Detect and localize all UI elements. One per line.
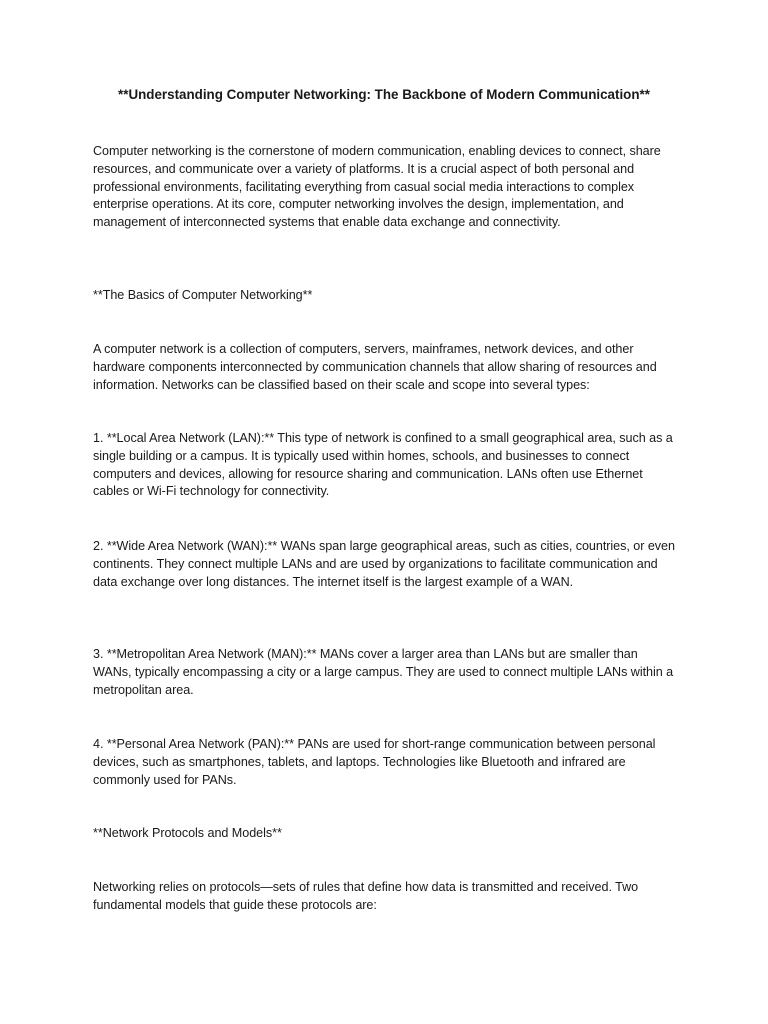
protocols-paragraph: Networking relies on protocols—sets of rules that define how data is transmitted and received. Two fundamental models that guide these protocols are:	[93, 880, 639, 912]
protocols-heading: **Network Protocols and Models**	[93, 826, 282, 840]
list-item-lan: 1. **Local Area Network (LAN):** This type of network is confined to a small geographical area, such as a single building or a campus. It is typically used within homes, schools, and businesses to connect computers and devices, allowing for resource sharing and communication. LANs often use Ethernet cables or Wi-Fi technology for connectivity.	[93, 431, 673, 499]
list-item-pan: 4. **Personal Area Network (PAN):** PANs are used for short-range communication between personal devices, such as smartphones, tablets, and laptops. Technologies like Bluetooth and infrared are commonly used for PANs.	[93, 737, 656, 787]
basics-heading: **The Basics of Computer Networking**	[93, 288, 313, 302]
intro-paragraph: Computer networking is the cornerstone of modern communication, enabling devices to connect, share resources, and communicate over a variety of platforms. It is a crucial aspect of both personal and professional environments, facilitating everything from casual social media interactions to complex enterprise operations. At its core, computer networking involves the design, implementation, and management of interconnected systems that enable data exchange and connectivity.	[93, 144, 661, 230]
list-item-wan: 2. **Wide Area Network (WAN):** WANs span large geographical areas, such as cities, countries, or even continents. They connect multiple LANs and are used by organizations to facilitate communication and data exchange over long distances. The internet itself is the largest example of a WAN.	[93, 539, 675, 589]
page-title: **Understanding Computer Networking: The Backbone of Modern Communication**	[118, 87, 650, 102]
list-item-man: 3. **Metropolitan Area Network (MAN):** MANs cover a larger area than LANs but are smaller than WANs, typically encompassing a city or a large campus. They are used to connect multiple LANs within a metropolitan area.	[93, 647, 674, 697]
basics-paragraph: A computer network is a collection of computers, servers, mainframes, network devices, and other hardware components interconnected by communication channels that allow sharing of resources and information. Networks can be classified based on their scale and scope into several types:	[93, 342, 657, 392]
